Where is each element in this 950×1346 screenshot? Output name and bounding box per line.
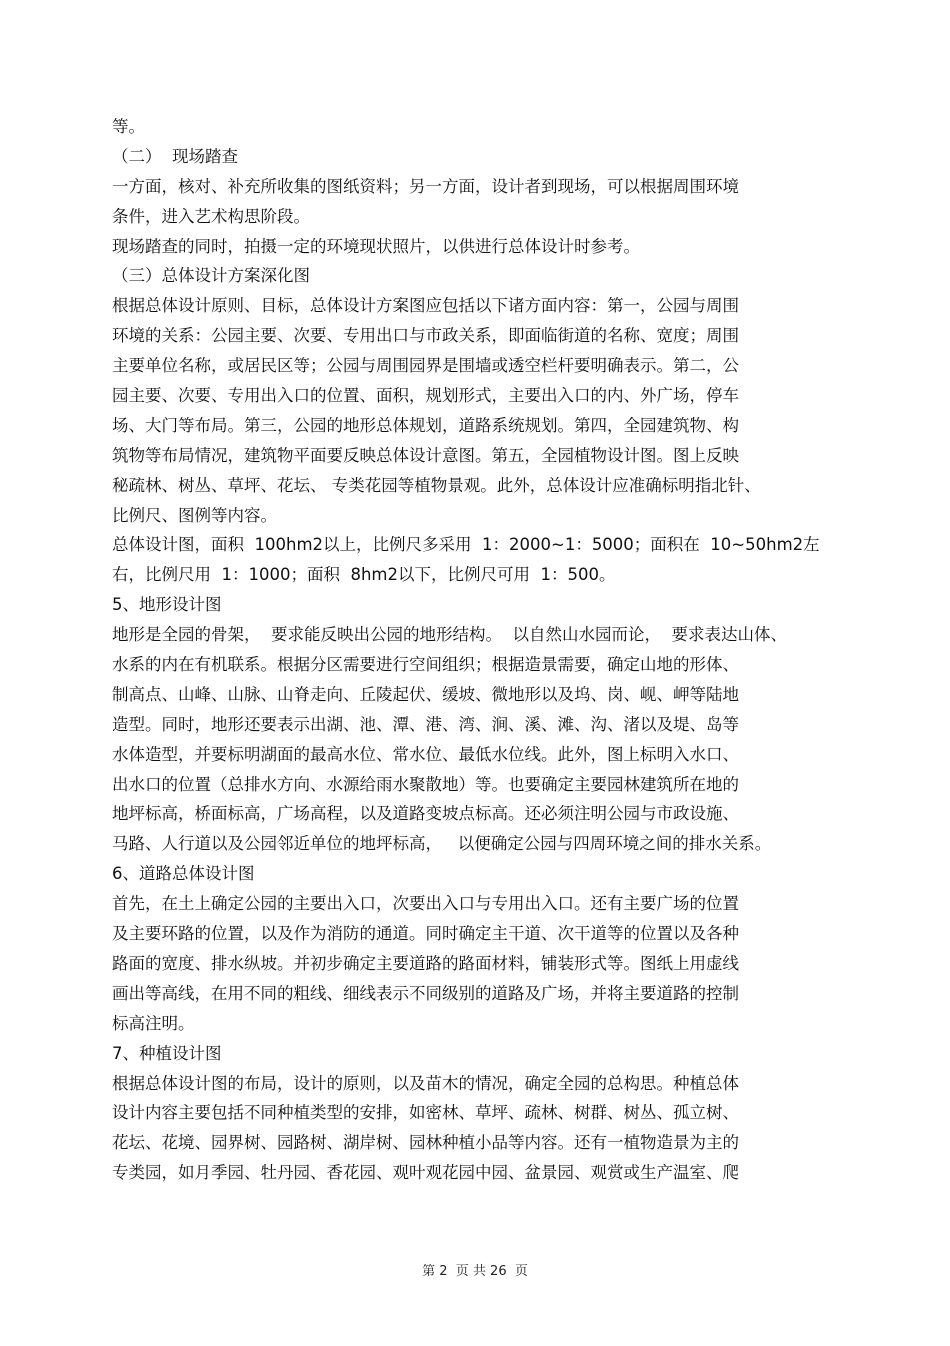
text-line: 6、道路总体设计图 [112,864,255,884]
text-line: 画出等高线，在用不同的粗线、细线表示不同级别的道路及广场，并将主要道路的控制 [112,983,739,1003]
text-line: 比例尺、图例等内容。 [112,505,277,525]
text-line: 现场踏查的同时，拍摄一定的环境现状照片，以供进行总体设计时参考。 [112,236,640,256]
text-line: 造型。同时，地形还要表示出湖、池、潭、港、湾、涧、溪、滩、沟、渚以及堤、岛等 [112,714,739,734]
text-line: 马路、人行道以及公园邻近单位的地坪标高， 以便确定公园与四周环境之间的排水关系。 [112,834,772,854]
text-line: 主要单位名称，或居民区等；公园与周围园界是围墙或透空栏杆要明确表示。第二，公 [112,356,739,376]
document-body [112,112,847,1188]
text-line: 根据总体设计图的布局，设计的原则，以及苗木的情况，确定全园的总构思。种植总体 [112,1073,739,1093]
text-line: 总体设计图，面积 100hm2以上，比例尺多采用 1：2000~1：5000；面积在 10~50hm2左 [112,535,820,555]
text-line: （三）总体设计方案深化图 [112,266,310,286]
text-line: 及主要环路的位置，以及作为消防的通道。同时确定主干道、次干道等的位置以及各种 [112,924,739,944]
text-line: 场、大门等布局。第三，公园的地形总体规划，道路系统规划。第四，全园建筑物、构 [112,415,739,435]
page-footer: 第 2 页 共 26 页 [422,1264,528,1279]
text-line: 地形是全园的骨架， 要求能反映出公园的地形结构。 以自然山水园而论， 要求表达山体、 [112,625,787,645]
text-line: 花坛、花境、园界树、园路树、湖岸树、园林种植小品等内容。还有一植物造景为主的 [112,1133,739,1153]
text-line: 秘疏林、树丛、草坪、花坛、 专类花园等植物景观。此外，总体设计应准确标明指北针、 [112,475,761,495]
text-line: 环境的关系：公园主要、次要、专用出口与市政关系，即面临街道的名称、宽度；周围 [112,326,739,346]
text-line: （二） 现场踏查 [112,146,238,166]
text-line: 右，比例尺用 1：1000；面积 8hm2以下，比例尺可用 1：500。 [112,565,616,585]
text-line: 水系的内在有机联系。根据分区需要进行空间组织；根据造景需要，确定山地的形体、 [112,655,739,675]
text-line: 水体造型，并要标明湖面的最高水位、常水位、最低水位线。此外，图上标明入水口、 [112,744,739,764]
text-line: 地坪标高，桥面标高，广场高程，以及道路变坡点标高。还必须注明公园与市政设施、 [112,804,739,824]
text-line: 5、地形设计图 [112,595,222,615]
text-line: 首先，在土上确定公园的主要出入口，次要出入口与专用出入口。还有主要广场的位置 [112,894,739,914]
text-line: 一方面，核对、补充所收集的图纸资料；另一方面，设计者到现场，可以根据周围环境 [112,176,739,196]
text-line: 路面的宽度、排水纵坡。并初步确定主要道路的路面材料，铺装形式等。图纸上用虚线 [112,953,739,973]
text-line: 7、种植设计图 [112,1043,222,1063]
text-line: 专类园，如月季园、牡丹园、香花园、观叶观花园中园、盆景园、观赏或生产温室、爬 [112,1163,739,1183]
text-line: 设计内容主要包括不同种植类型的安排，如密林、草坪、疏林、树群、树丛、孤立树、 [112,1103,739,1123]
text-line: 标高注明。 [112,1013,195,1033]
text-line: 筑物等布局情况，建筑物平面要反映总体设计意图。第五，全园植物设计图。图上反映 [112,445,739,465]
text-line: 根据总体设计原则、目标，总体设计方案图应包括以下诸方面内容：第一，公园与周围 [112,296,739,316]
text-line: 制高点、山峰、山脉、山脊走向、丘陵起伏、缓坡、微地形以及坞、岗、岘、岬等陆地 [112,684,739,704]
text-line: 园主要、次要、专用出入口的位置、面积，规划形式，主要出入口的内、外广场，停车 [112,386,739,406]
text-line: 等。 [112,117,145,136]
text-line: 条件，进入艺术构思阶段。 [112,206,310,226]
text-line: 出水口的位置（总排水方向、水源给雨水聚散地）等。也要确定主要园林建筑所在地的 [112,774,739,794]
